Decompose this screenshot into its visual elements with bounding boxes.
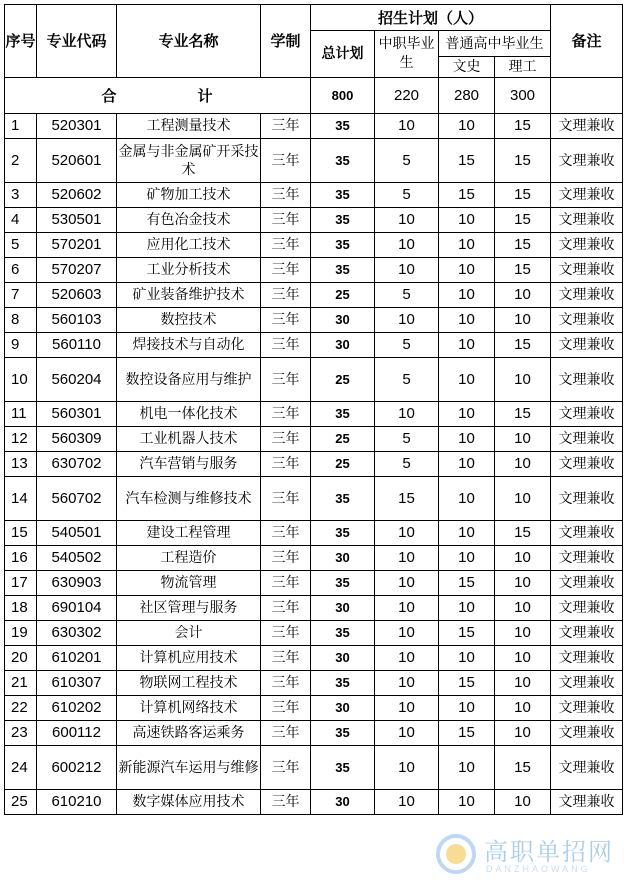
row-code: 570201: [37, 233, 117, 258]
table-row: [5, 402, 623, 427]
row-secondary: 10: [375, 114, 439, 139]
row-total: 30: [311, 596, 375, 621]
row-total: 30: [311, 546, 375, 571]
table-row: [5, 521, 623, 546]
row-name: 工程造价: [117, 546, 261, 571]
table-row: [5, 546, 623, 571]
row-secondary: 5: [375, 333, 439, 358]
row-secondary: 10: [375, 208, 439, 233]
row-name: 工业机器人技术: [117, 427, 261, 452]
row-total: 25: [311, 452, 375, 477]
row-science: 15: [495, 114, 551, 139]
table-row: [5, 571, 623, 596]
row-science: 15: [495, 183, 551, 208]
row-seq: 17: [5, 571, 37, 596]
row-seq: 4: [5, 208, 37, 233]
row-science: 10: [495, 696, 551, 721]
row-science: 10: [495, 646, 551, 671]
row-duration: 三年: [261, 696, 311, 721]
row-secondary: 10: [375, 308, 439, 333]
row-total: 35: [311, 139, 375, 183]
row-arts: 10: [439, 427, 495, 452]
row-science: 15: [495, 208, 551, 233]
row-code: 560103: [37, 308, 117, 333]
row-total: 35: [311, 233, 375, 258]
row-duration: 三年: [261, 308, 311, 333]
table-row: [5, 358, 623, 402]
row-duration: 三年: [261, 452, 311, 477]
row-secondary: 10: [375, 621, 439, 646]
row-name: 汽车检测与维修技术: [117, 477, 261, 521]
row-name: 矿物加工技术: [117, 183, 261, 208]
table-row: [5, 477, 623, 521]
row-total: 35: [311, 258, 375, 283]
header-code: 专业代码: [37, 5, 117, 78]
row-name: 工业分析技术: [117, 258, 261, 283]
table-row: [5, 746, 623, 790]
row-code: 560301: [37, 402, 117, 427]
row-name: 建设工程管理: [117, 521, 261, 546]
watermark-text: 高职单招网: [484, 838, 614, 866]
row-arts: 10: [439, 596, 495, 621]
row-name: 焊接技术与自动化: [117, 333, 261, 358]
row-remark: 文理兼收: [551, 208, 623, 233]
row-remark: 文理兼收: [551, 671, 623, 696]
row-science: 10: [495, 477, 551, 521]
row-seq: 25: [5, 790, 37, 815]
table-row: [5, 596, 623, 621]
summary-secondary: 220: [375, 78, 439, 114]
row-total: 30: [311, 333, 375, 358]
row-science: 10: [495, 546, 551, 571]
row-total: 35: [311, 621, 375, 646]
row-total: 35: [311, 721, 375, 746]
row-arts: 15: [439, 621, 495, 646]
row-remark: 文理兼收: [551, 790, 623, 815]
row-secondary: 5: [375, 183, 439, 208]
row-seq: 5: [5, 233, 37, 258]
row-name: 有色冶金技术: [117, 208, 261, 233]
row-total: 25: [311, 283, 375, 308]
row-seq: 22: [5, 696, 37, 721]
row-duration: 三年: [261, 671, 311, 696]
row-remark: 文理兼收: [551, 358, 623, 402]
table-row: [5, 646, 623, 671]
header-plan: 招生计划（人）: [311, 5, 551, 31]
row-science: 10: [495, 358, 551, 402]
summary-total: 800: [311, 78, 375, 114]
row-secondary: 10: [375, 596, 439, 621]
row-science: 10: [495, 596, 551, 621]
summary-remark: [551, 78, 623, 114]
row-science: 10: [495, 427, 551, 452]
row-secondary: 5: [375, 452, 439, 477]
row-code: 610202: [37, 696, 117, 721]
row-seq: 15: [5, 521, 37, 546]
row-name: 数字媒体应用技术: [117, 790, 261, 815]
row-science: 15: [495, 258, 551, 283]
row-science: 15: [495, 402, 551, 427]
row-arts: 10: [439, 790, 495, 815]
row-arts: 10: [439, 546, 495, 571]
row-secondary: 10: [375, 233, 439, 258]
row-science: 15: [495, 746, 551, 790]
row-code: 570207: [37, 258, 117, 283]
row-name: 物联网工程技术: [117, 671, 261, 696]
row-remark: 文理兼收: [551, 427, 623, 452]
row-secondary: 10: [375, 790, 439, 815]
row-remark: 文理兼收: [551, 402, 623, 427]
row-seq: 1: [5, 114, 37, 139]
row-science: 10: [495, 621, 551, 646]
row-total: 30: [311, 308, 375, 333]
row-code: 540501: [37, 521, 117, 546]
summary-science: 300: [495, 78, 551, 114]
row-duration: 三年: [261, 746, 311, 790]
row-arts: 10: [439, 308, 495, 333]
table-row: [5, 427, 623, 452]
row-name: 计算机应用技术: [117, 646, 261, 671]
row-duration: 三年: [261, 621, 311, 646]
row-science: 10: [495, 571, 551, 596]
row-name: 计算机网络技术: [117, 696, 261, 721]
row-seq: 21: [5, 671, 37, 696]
row-seq: 19: [5, 621, 37, 646]
row-total: 30: [311, 790, 375, 815]
row-arts: 15: [439, 139, 495, 183]
row-code: 610210: [37, 790, 117, 815]
table-row: [5, 233, 623, 258]
row-seq: 2: [5, 139, 37, 183]
row-code: 690104: [37, 596, 117, 621]
row-remark: 文理兼收: [551, 333, 623, 358]
row-arts: 10: [439, 477, 495, 521]
row-duration: 三年: [261, 790, 311, 815]
row-duration: 三年: [261, 427, 311, 452]
watermark-logo: [430, 830, 626, 886]
row-secondary: 10: [375, 521, 439, 546]
enrollment-plan-table: [4, 4, 623, 815]
row-duration: 三年: [261, 283, 311, 308]
table-row: [5, 283, 623, 308]
row-remark: 文理兼收: [551, 139, 623, 183]
row-name: 数控设备应用与维护: [117, 358, 261, 402]
header-seq: 序号: [5, 5, 37, 78]
table-row: [5, 139, 623, 183]
row-secondary: 10: [375, 671, 439, 696]
row-remark: 文理兼收: [551, 114, 623, 139]
row-secondary: 5: [375, 358, 439, 402]
row-total: 35: [311, 402, 375, 427]
row-arts: 15: [439, 671, 495, 696]
row-code: 540502: [37, 546, 117, 571]
row-remark: 文理兼收: [551, 571, 623, 596]
row-duration: 三年: [261, 402, 311, 427]
row-total: 30: [311, 696, 375, 721]
row-remark: 文理兼收: [551, 646, 623, 671]
row-seq: 14: [5, 477, 37, 521]
row-secondary: 5: [375, 283, 439, 308]
row-arts: 15: [439, 571, 495, 596]
row-science: 15: [495, 139, 551, 183]
table-row: [5, 114, 623, 139]
row-arts: 10: [439, 333, 495, 358]
row-duration: 三年: [261, 183, 311, 208]
row-secondary: 15: [375, 477, 439, 521]
row-name: 新能源汽车运用与维修: [117, 746, 261, 790]
row-remark: 文理兼收: [551, 696, 623, 721]
row-total: 35: [311, 671, 375, 696]
row-secondary: 10: [375, 571, 439, 596]
row-science: 10: [495, 308, 551, 333]
row-arts: 10: [439, 283, 495, 308]
row-science: 10: [495, 283, 551, 308]
row-arts: 10: [439, 258, 495, 283]
header-arts: 文史: [439, 57, 495, 78]
row-name: 汽车营销与服务: [117, 452, 261, 477]
row-remark: 文理兼收: [551, 746, 623, 790]
row-secondary: 5: [375, 139, 439, 183]
row-science: 15: [495, 333, 551, 358]
row-duration: 三年: [261, 571, 311, 596]
row-remark: 文理兼收: [551, 477, 623, 521]
row-total: 35: [311, 571, 375, 596]
row-arts: 10: [439, 521, 495, 546]
row-seq: 7: [5, 283, 37, 308]
row-total: 35: [311, 521, 375, 546]
row-seq: 24: [5, 746, 37, 790]
header-science: 理工: [495, 57, 551, 78]
row-name: 应用化工技术: [117, 233, 261, 258]
row-code: 600112: [37, 721, 117, 746]
summary-row: [5, 78, 623, 114]
logo-dot-icon: [446, 844, 466, 864]
row-arts: 10: [439, 402, 495, 427]
table-row: [5, 790, 623, 815]
row-name: 会计: [117, 621, 261, 646]
row-total: 35: [311, 114, 375, 139]
row-secondary: 10: [375, 258, 439, 283]
row-arts: 10: [439, 646, 495, 671]
row-arts: 10: [439, 696, 495, 721]
row-arts: 10: [439, 452, 495, 477]
row-remark: 文理兼收: [551, 283, 623, 308]
header-name: 专业名称: [117, 5, 261, 78]
row-code: 560204: [37, 358, 117, 402]
row-name: 机电一体化技术: [117, 402, 261, 427]
row-duration: 三年: [261, 596, 311, 621]
row-name: 社区管理与服务: [117, 596, 261, 621]
row-remark: 文理兼收: [551, 721, 623, 746]
row-remark: 文理兼收: [551, 596, 623, 621]
row-total: 25: [311, 427, 375, 452]
row-code: 520602: [37, 183, 117, 208]
table-row: [5, 621, 623, 646]
row-remark: 文理兼收: [551, 621, 623, 646]
row-seq: 6: [5, 258, 37, 283]
header-duration: 学制: [261, 5, 311, 78]
row-seq: 8: [5, 308, 37, 333]
row-duration: 三年: [261, 721, 311, 746]
row-code: 630302: [37, 621, 117, 646]
row-remark: 文理兼收: [551, 308, 623, 333]
row-arts: 10: [439, 208, 495, 233]
row-arts: 10: [439, 746, 495, 790]
row-science: 15: [495, 233, 551, 258]
table-row: [5, 671, 623, 696]
row-seq: 23: [5, 721, 37, 746]
table-row: [5, 333, 623, 358]
row-seq: 3: [5, 183, 37, 208]
table-row: [5, 308, 623, 333]
row-name: 工程测量技术: [117, 114, 261, 139]
watermark-subtext: DANZHAOWANG: [486, 864, 591, 874]
row-seq: 9: [5, 333, 37, 358]
table-row: [5, 721, 623, 746]
row-code: 610307: [37, 671, 117, 696]
row-code: 560702: [37, 477, 117, 521]
row-code: 520603: [37, 283, 117, 308]
row-arts: 15: [439, 721, 495, 746]
row-seq: 12: [5, 427, 37, 452]
row-science: 10: [495, 721, 551, 746]
row-seq: 10: [5, 358, 37, 402]
row-code: 520601: [37, 139, 117, 183]
row-total: 35: [311, 208, 375, 233]
row-arts: 15: [439, 183, 495, 208]
summary-label: 合 计: [5, 78, 311, 114]
row-duration: 三年: [261, 477, 311, 521]
row-arts: 10: [439, 114, 495, 139]
row-total: 35: [311, 477, 375, 521]
header-highschool: 普通高中毕业生: [439, 31, 551, 57]
table-row: [5, 258, 623, 283]
row-total: 25: [311, 358, 375, 402]
row-remark: 文理兼收: [551, 521, 623, 546]
row-duration: 三年: [261, 521, 311, 546]
header-remark: 备注: [551, 5, 623, 78]
row-seq: 18: [5, 596, 37, 621]
row-duration: 三年: [261, 646, 311, 671]
row-code: 530501: [37, 208, 117, 233]
row-code: 600212: [37, 746, 117, 790]
row-duration: 三年: [261, 114, 311, 139]
row-arts: 10: [439, 233, 495, 258]
row-seq: 16: [5, 546, 37, 571]
row-secondary: 10: [375, 746, 439, 790]
row-total: 35: [311, 746, 375, 790]
summary-arts: 280: [439, 78, 495, 114]
row-name: 物流管理: [117, 571, 261, 596]
row-science: 10: [495, 452, 551, 477]
row-code: 630702: [37, 452, 117, 477]
row-code: 560309: [37, 427, 117, 452]
table-row: [5, 183, 623, 208]
row-secondary: 10: [375, 646, 439, 671]
row-secondary: 10: [375, 696, 439, 721]
row-secondary: 10: [375, 546, 439, 571]
row-duration: 三年: [261, 208, 311, 233]
row-secondary: 5: [375, 427, 439, 452]
row-remark: 文理兼收: [551, 183, 623, 208]
row-duration: 三年: [261, 233, 311, 258]
row-secondary: 10: [375, 721, 439, 746]
row-remark: 文理兼收: [551, 258, 623, 283]
row-name: 金属与非金属矿开采技术: [117, 139, 261, 183]
table-row: [5, 696, 623, 721]
row-code: 520301: [37, 114, 117, 139]
row-science: 15: [495, 521, 551, 546]
row-arts: 10: [439, 358, 495, 402]
row-code: 560110: [37, 333, 117, 358]
row-total: 35: [311, 183, 375, 208]
row-remark: 文理兼收: [551, 546, 623, 571]
row-seq: 11: [5, 402, 37, 427]
row-duration: 三年: [261, 333, 311, 358]
row-name: 矿业装备维护技术: [117, 283, 261, 308]
row-code: 610201: [37, 646, 117, 671]
row-name: 高速铁路客运乘务: [117, 721, 261, 746]
header-total: 总计划: [311, 31, 375, 78]
header-secondary: 中职毕业生: [375, 31, 439, 78]
row-name: 数控技术: [117, 308, 261, 333]
row-remark: 文理兼收: [551, 452, 623, 477]
row-science: 10: [495, 790, 551, 815]
row-science: 10: [495, 671, 551, 696]
row-seq: 20: [5, 646, 37, 671]
table-row: [5, 452, 623, 477]
row-duration: 三年: [261, 546, 311, 571]
row-code: 630903: [37, 571, 117, 596]
row-secondary: 10: [375, 402, 439, 427]
row-duration: 三年: [261, 139, 311, 183]
row-duration: 三年: [261, 358, 311, 402]
row-seq: 13: [5, 452, 37, 477]
row-total: 30: [311, 646, 375, 671]
row-duration: 三年: [261, 258, 311, 283]
table-row: [5, 208, 623, 233]
row-remark: 文理兼收: [551, 233, 623, 258]
